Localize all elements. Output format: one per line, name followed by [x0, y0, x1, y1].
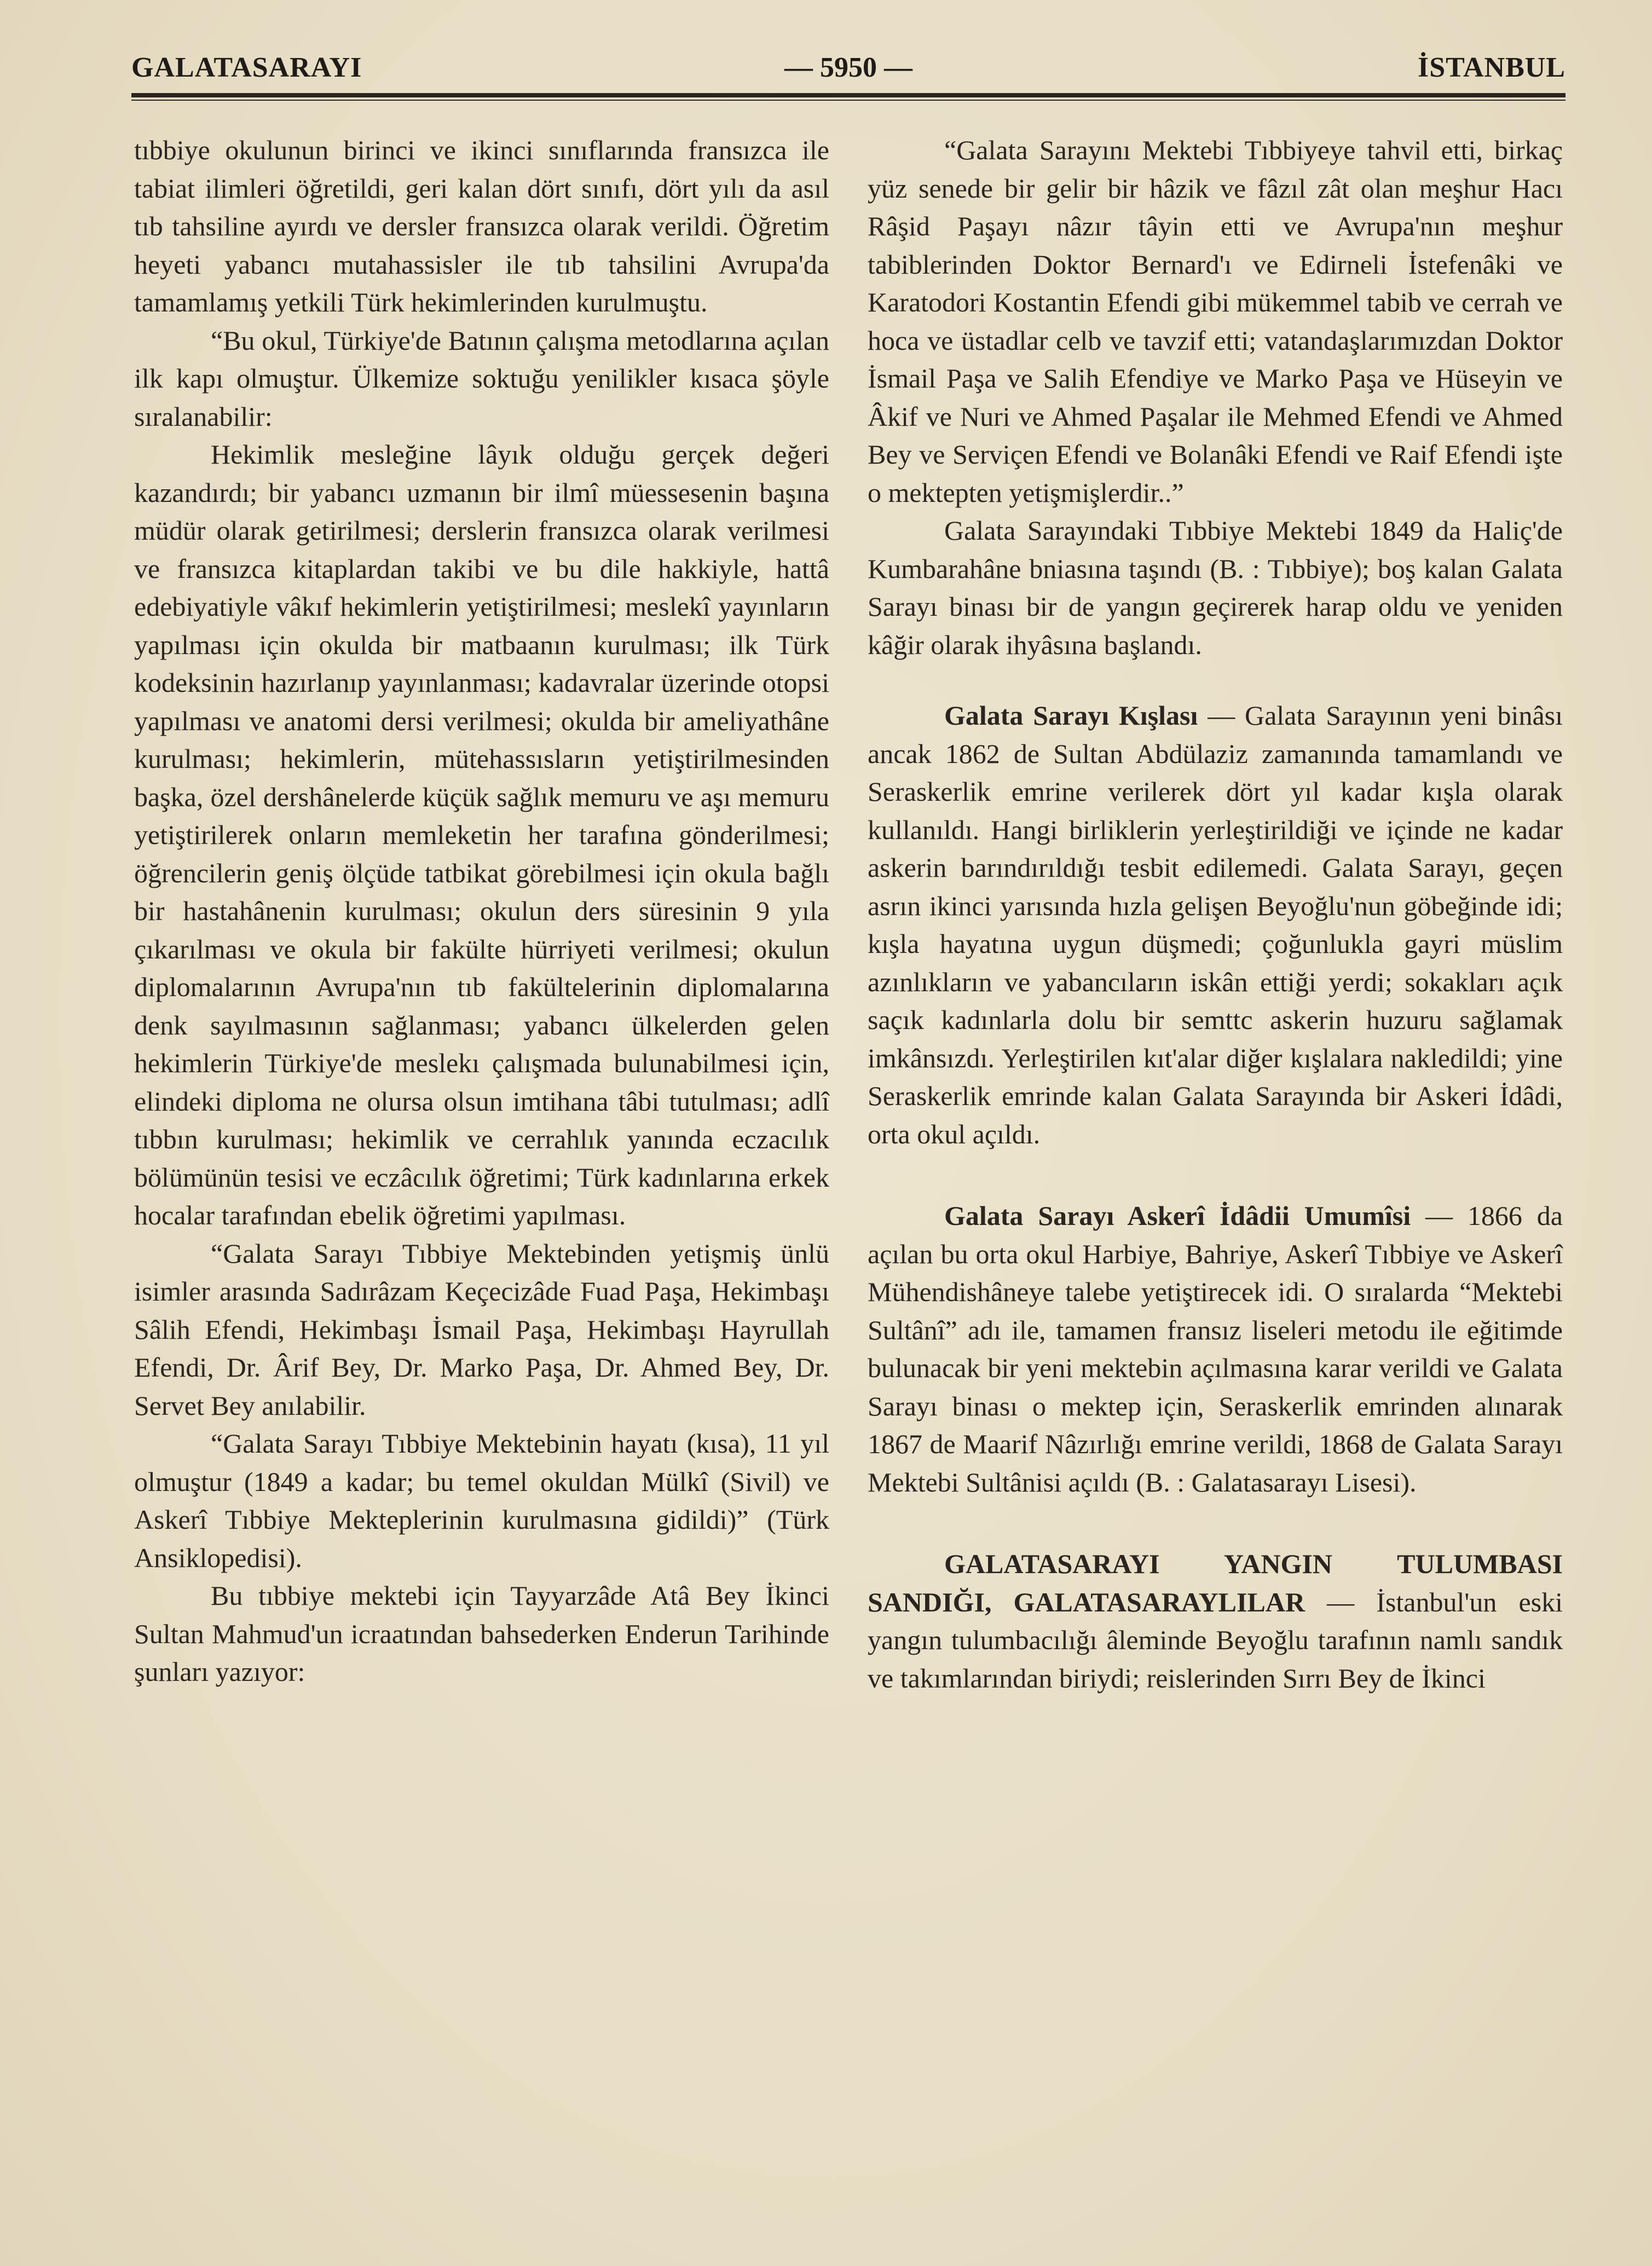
header-rule — [131, 93, 1566, 97]
paragraph: Hekimlik mesleğine lâyık olduğu gerçek değeri kazandırdı; bir yabancı uzmanın bir ilmî müessesenin başına müdür olarak getirilmesi; derslerin fransızca olarak verilmesi ve fransızca kitaplardan takibi ve bu dile hakkiyle, hattâ edebiyatiyle vâkıf hekimlerin yetiştirilmesi; meslekî yayınların yapılması için okulda bir matbaanın kurulması; ilk Türk kodeksinin hazırlanıp yayınlanması; kadavralar üzerinde otopsi yapılması ve anatomi dersi verilmesi; okulda bir ameliyathâne kurulması; hekimlerin, mütehassısların yetiştirilmesinden başka, özel dershânelerde küçük sağlık memuru ve aşı memuru yetiştirilerek onların memleketin her tarafına gönderilmesi; öğrencilerin geniş ölçüde tatbikat görebilmesi için okula bağlı bir hastahânenin kurulması; okulun ders süresinin 9 yıla çıkarılması ve okula bir fakülte hürriyeti verilmesi; okulun diplomalarının Avrupa'nın tıb fakültelerinin diplomalarına denk sayılmasının sağlanması; yabancı ülkelerden gelen hekimlerin Türkiye'de meslekı çalışmada bulunabilmesi için, elindeki diploma ne olursa olsun imtihana tâbi tutulması; adlî tıbbın kurulması; hekimlik ve cerrahlık yanında eczacılık bölümünün tesisi ve eczâcılık öğretimi; Türk kadınlarına erkek hocalar tarafından ebelik öğretimi yapılması. — [134, 439, 829, 1230]
section-gap — [868, 1501, 1563, 1545]
section-title: GALATASARAYI YANGIN TULUMBASI SANDIĞI, GALATASARAYLILAR — [868, 1548, 1563, 1617]
right-column — [868, 131, 1563, 1697]
running-head-left: GALATASARAYI — [131, 52, 362, 83]
section-body: — İstanbul'un eski yangın tulumbacılığı âleminde Beyoğlu tarafının namlı sandık ve takımlarından biriydi; reislerinden Sırrı Bey de İkinci — [868, 1586, 1563, 1693]
paragraph: “Galata Sarayı Tıbbiye Mektebinden yetişmiş ünlü isimler arasında Sadırâzam Keçecizâde Fuad Paşa, Hekimbaşı Sâlih Efendi, Hekimbaşı İsmail Paşa, Hekimbaşı Hayrullah Efendi, Dr. Ârif Bey, Dr. Marko Paşa, Dr. Ahmed Bey, Dr. Servet Bey anılabilir. — [134, 1238, 829, 1421]
paragraph: Galata Sarayındaki Tıbbiye Mektebi 1849 da Haliç'de Kumbarahâne bniasına taşındı (B. : Tıbbiye); boş kalan Galata Sarayı binası bir de yangın geçirerek harap oldu ve yeniden kâğir olarak ihyâsına başlandı. — [868, 515, 1563, 660]
section-title: Galata Sarayı Kışlası — [944, 700, 1198, 731]
paragraph: “Bu okul, Türkiye'de Batının çalışma metodlarına açılan ilk kapı olmuştur. Ülkemize soktuğu yenilikler kısaca şöyle sıralanabilir: — [134, 325, 829, 432]
paragraph: “Galata Sarayını Mektebi Tıbbiyeye tahvil etti, birkaç yüz senede bir gelir bir hâzik ve fâzıl zât olan meşhur Hacı Râşid Paşayı nâzır tâyin etti ve Avrupa'nın meşhur tabiblerinden Doktor Bernard'ı ve Edirneli İstefenâki ve Karatodori Kostantin Efendi gibi mükemmel tabib ve cerrah ve hoca ve üstadlar celb ve tavzif etti; vatandaşlarımızdan Doktor İsmail Paşa ve Salih Efendiye ve Marko Paşa ve Hüseyin ve Âkif ve Nuri ve Ahmed Paşalar ile Mehmed Efendi ve Ahmed Bey ve Serviçen Efendi ve Bolanâki Efendi ve Raif Efendi işte o mektepten yetişmişlerdir..” — [868, 135, 1563, 508]
paragraph: Bu tıbbiye mektebi için Tayyarzâde Atâ Bey İkinci Sultan Mahmud'un icraatından bahsederken Enderun Tarihinde şunları yazıyor: — [134, 1580, 829, 1687]
section-gap — [868, 1153, 1563, 1197]
section-kislasi — [868, 697, 1563, 1153]
section-title: Galata Sarayı Askerî İdâdii Umumîsi — [944, 1200, 1411, 1231]
page-header — [131, 49, 1566, 88]
left-column — [134, 131, 829, 1691]
paragraph: tıbbiye okulunun birinci ve ikinci sınıflarında fransızca ile tabiat ilimleri öğretildi, geri kalan dört sınıfı, dört yılı da asıl tıb tahsiline ayırdı ve dersler fransızca olarak verildi. Öğretim heyeti yabancı mutahassisler ile tıb tahsilini Avrupa'da tamamlamış yetkili Türk hekimlerinden kurulmuştu. — [134, 135, 829, 317]
page-number: — 5950 — — [784, 52, 912, 83]
header-rule-thin — [131, 100, 1566, 101]
paragraph: “Galata Sarayı Tıbbiye Mektebinin hayatı (kısa), 11 yıl olmuştur (1849 a kadar; bu temel okuldan Mülkî (Sivil) ve Askerî Tıbbiye Mekteplerinin kurulmasına gidildi)” (Türk Ansiklopedisi). — [134, 1428, 829, 1573]
section-body: — Galata Sarayının yeni binâsı ancak 1862 de Sultan Abdülaziz zamanında tamamlandı ve Seraskerlik emrine verilerek dört yıl kadar kışla olarak kullanıldı. Hangi birliklerin yerleştirildiği ve içinde ne kadar askerin barındırıldığı tesbit edilemedi. Galata Sarayı, geçen asrın ikinci yarısında hızla gelişen Beyoğlu'nun göbeğinde idi; kışla hayatına uygun düşmedi; çoğunlukla gayri müslim azınlıkların ve yabancıların iskân ettiği yerdi; sokakları açık saçık kadınlarla dolu bir semttc askerin huzuru sağlamak imkânsızdı. Yerleştirilen kıt'alar diğer kışlalara nakledildi; yine Seraskerlik emrinde kalan Galata Sarayında bir Askeri İdâdi, orta okul açıldı. — [868, 700, 1563, 1149]
section-gap — [868, 664, 1563, 697]
running-head-right: İSTANBUL — [1417, 52, 1566, 83]
section-idadi — [868, 1197, 1563, 1501]
section-tulumba — [868, 1545, 1563, 1697]
section-body: — 1866 da açılan bu orta okul Harbiye, Bahriye, Askerî Tıbbiye ve Askerî Mühendishâneye talebe yetiştirecek idi. O sıralarda “Mektebi Sultânî” adı ile, tamamen fransız liseleri metodu ile eğitimde bulunacak bir yeni mektebin açılmasına karar verildi ve Galata Sarayı binası o mektep için, Seraskerlik emrinden alınarak 1867 de Maarif Nâzırlığı emrine verildi, 1868 de Galata Sarayı Mektebi Sultânisi açıldı (B. : Galatasarayı Lisesi). — [868, 1200, 1563, 1498]
